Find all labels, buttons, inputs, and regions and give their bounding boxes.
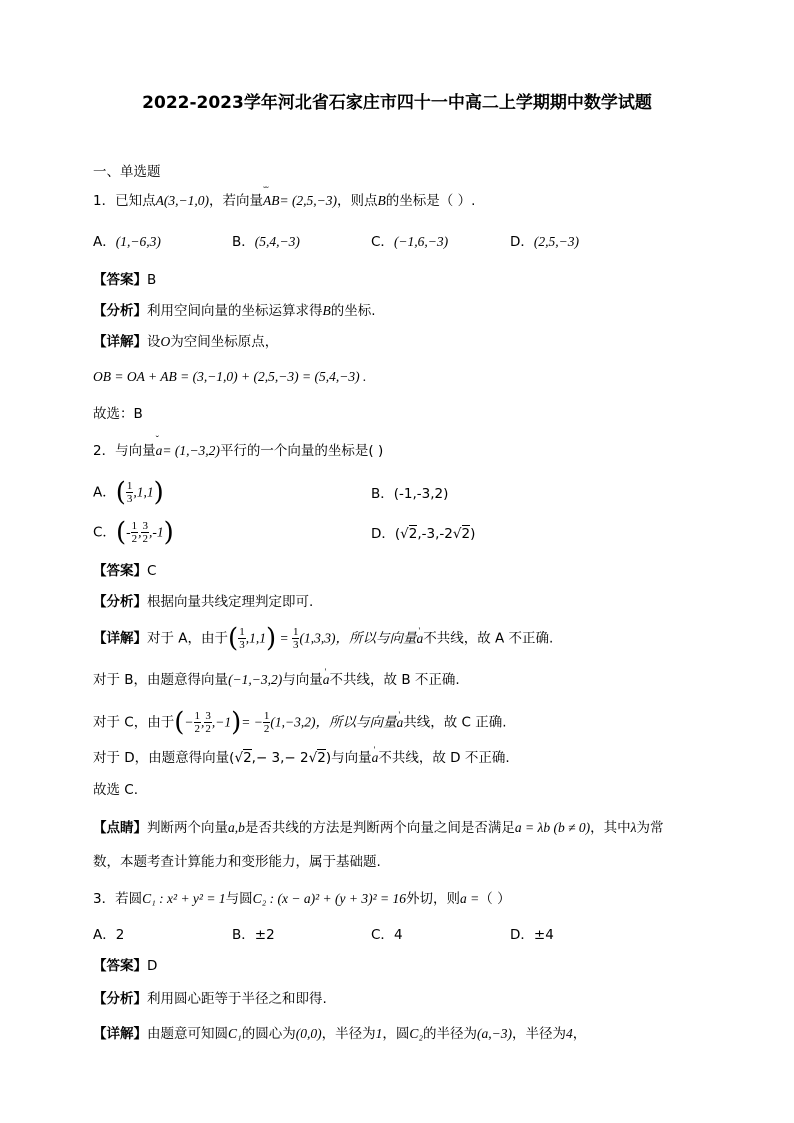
q2-tip-cont: 数，本题考查计算能力和变形能力，属于基础题. [93, 854, 381, 870]
q1-choice: 故选：B [93, 406, 143, 422]
q3-detail: 【详解】由题意可知圆C₁的圆心为(0,0)，半径为1，圆C₂的半径为(a,−3)，半径为4， [93, 1026, 587, 1042]
q1-stem: 1．已知点A(3,−1,0)，若向量˘˘˘ AB= (2,5,−3)，则点B的坐标是（ ）. [93, 191, 475, 211]
q3-option-b: B．±2 [232, 927, 275, 943]
q2-analysis: 【分析】根据向量共线定理判定即可. [93, 594, 314, 610]
q2-answer: 【答案】C [93, 563, 157, 579]
q1-answer: 【答案】B [93, 272, 157, 288]
q2-option-b: B．(-1,-3,2) [371, 486, 449, 502]
q3-answer: 【答案】D [93, 958, 158, 974]
q2-option-a: A．( $\frac{1}{3}$ ,1,1) [93, 477, 164, 508]
q2-detail-c: 对于 C，由于(− $\frac{1}{2}$ , $\frac{3}{2}$ ,−1)= − $\frac{1}{2}$ (1,−3,2)，所以与向量' a共线，故 C 正确. [93, 710, 507, 735]
q2-detail-d: 对于 D，由题意得向量(√2,− 3,− 2√2)与向量' a不共线，故 D 不正确. [93, 748, 510, 768]
q1-calculation: OB = OA + AB = (3,−1,0) + (2,5,−3) = (5,4,−3) . [93, 369, 367, 384]
q2-tip: 【点睛】判断两个向量a,b是否共线的方法是判断两个向量之间是否满足a = λb (b ≠ 0)，其中λ为常 [93, 820, 664, 836]
q2-detail-a: 【详解】对于 A，由于( $\frac{1}{3}$ ,1,1) = $\frac{1}{3}$ (1,3,3)，所以与向量' a不共线，故 A 不正确. [93, 626, 553, 651]
q1-option-c: C．(−1,6,−3) [371, 234, 449, 250]
q3-option-a: A．2 [93, 927, 125, 943]
q1-analysis: 【分析】利用空间向量的坐标运算求得B的坐标. [93, 303, 376, 319]
q3-stem: 3．若圆C₁ : x² + y² = 1与圆C₂ : (x − a)² + (y + 3)² = 16外切，则a =（ ） [93, 891, 511, 907]
vector-AB: ˘˘˘ AB [263, 191, 280, 211]
q2-stem: 2．与向量ˇ a= (1,−3,2)平行的一个向量的坐标是( ) [93, 441, 383, 461]
q2-detail-b: 对于 B，由题意得向量(−1,−3,2)与向量' a不共线，故 B 不正确. [93, 670, 460, 690]
page-title: 2022-2023学年河北省石家庄市四十一中高二上学期期中数学试题 [142, 93, 652, 113]
q1-option-b: B．(5,4,−3) [232, 234, 300, 250]
q1-option-d: D．(2,5,−3) [510, 234, 580, 250]
q1-option-a: A．(1,−6,3) [93, 234, 161, 250]
vector-a: ˇ a [156, 441, 163, 461]
q2-choice: 故选 C. [93, 782, 139, 798]
q2-option-d: D．(√2,-3,-2√2) [371, 526, 476, 542]
q3-analysis: 【分析】利用圆心距等于半径之和即得. [93, 991, 327, 1007]
q1-detail: 【详解】设O为空间坐标原点， [93, 334, 279, 350]
q3-option-d: D．±4 [510, 927, 554, 943]
q3-option-c: C．4 [371, 927, 403, 943]
section-heading: 一、单选题 [93, 164, 161, 180]
q2-option-c: C．(- $\frac{1}{2}$ , $\frac{3}{2}$ ,-1) [93, 517, 174, 548]
